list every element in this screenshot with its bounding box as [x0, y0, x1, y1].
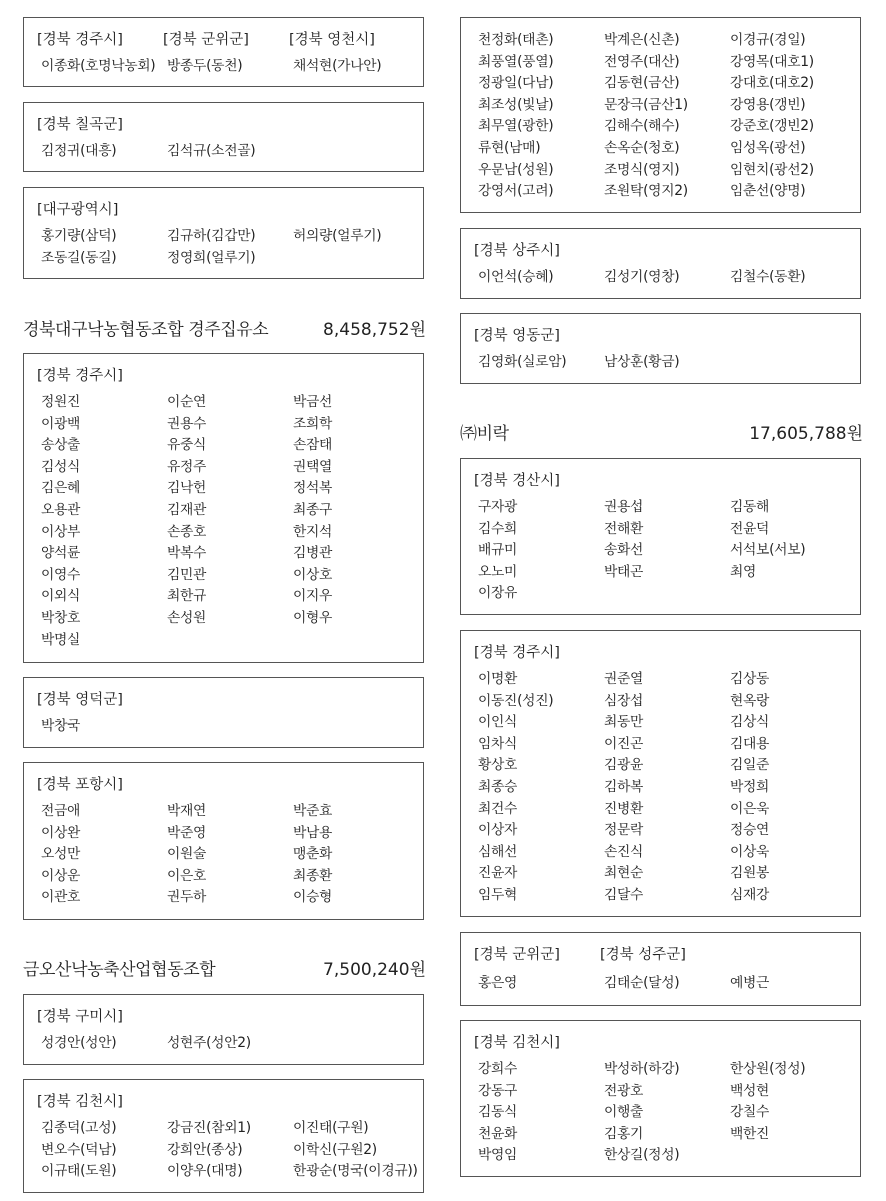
person-name: 강칠수 [730, 1104, 770, 1121]
person-name: 이은욱 [730, 800, 770, 817]
person-name: 권용섭 [604, 499, 644, 515]
person-name: 강금진(참외1) [167, 1120, 251, 1136]
region-label: [경북 칠곡군] [37, 117, 123, 133]
person-name: 최종승 [478, 778, 518, 795]
person-name: 김정귀(대흥) [41, 143, 117, 159]
person-name: 유중식 [167, 437, 207, 454]
person-name: 이장유 [478, 585, 518, 602]
name-list [478, 973, 854, 995]
person-name: 박영임 [478, 1147, 518, 1164]
person-name: 한상원(정성) [730, 1061, 806, 1077]
person-name: 손성원 [167, 609, 207, 626]
person-name: 임차식 [478, 735, 518, 752]
person-name: 황상호 [478, 757, 518, 774]
name-list [478, 352, 854, 374]
person-name: 현옥랑 [730, 692, 770, 709]
region-box-sangju [460, 228, 861, 299]
person-name: 박준영 [167, 824, 207, 841]
region-labels [474, 241, 560, 261]
region-labels [37, 1007, 123, 1027]
name-list [41, 1033, 417, 1055]
region-box-daegu [23, 187, 424, 279]
person-name: 이행출 [604, 1104, 644, 1121]
region-label: [경북 구미시] [37, 1009, 123, 1025]
person-name: 전윤덕 [730, 520, 770, 537]
section-header-geumosan-dairy [23, 958, 426, 982]
person-name: 박준효 [293, 803, 333, 819]
region-labels [474, 643, 560, 663]
person-name: 이종화(호명낙농회) [41, 58, 156, 74]
person-name: 최현순 [604, 865, 644, 882]
person-name: 백성현 [730, 1082, 770, 1099]
person-name: 이상부 [41, 523, 81, 540]
person-name: 강영용(갱빈) [730, 96, 806, 113]
person-name: 문장극(금산1) [604, 96, 688, 113]
person-name: 진병환 [604, 800, 644, 817]
person-name: 권용수 [167, 415, 207, 432]
person-name: 손옥순(청호) [604, 139, 680, 156]
person-name: 박복수 [167, 545, 207, 562]
person-name: 방종두(동천) [167, 58, 243, 74]
person-name: 김일준 [730, 757, 770, 774]
person-name: 심장섭 [604, 692, 644, 709]
region-labels [37, 775, 123, 795]
person-name: 진윤자 [478, 865, 518, 882]
person-name: 김동해 [730, 499, 770, 515]
person-name: 김규하(김갑만) [167, 228, 256, 244]
person-name: 유정주 [167, 458, 207, 475]
region-labels [474, 945, 686, 965]
section-amount: 17,605,788원 [749, 424, 863, 444]
person-name: 예병근 [730, 975, 770, 991]
person-name: 천윤화 [478, 1125, 518, 1142]
region-label: [경북 군위군] [163, 32, 249, 48]
person-name: 강준호(갱빈2) [730, 118, 814, 135]
region-box-pohang [23, 762, 424, 920]
person-name: 김광윤 [604, 757, 644, 774]
person-name: 박남용 [293, 824, 333, 841]
person-name: 이지우 [293, 588, 333, 605]
person-name: 최영 [730, 563, 757, 580]
person-name: 홍기량(삼덕) [41, 228, 117, 244]
person-name: 이형우 [293, 609, 333, 626]
region-labels [37, 115, 123, 135]
person-name: 백한진 [730, 1125, 770, 1142]
region-label: [경북 경산시] [474, 473, 560, 489]
person-name: 김대용 [730, 735, 770, 752]
person-name: 이상자 [478, 822, 518, 839]
region-box-gimcheon [23, 1079, 424, 1193]
region-label: [경북 김천시] [37, 1094, 123, 1110]
person-name: 김석규(소전골) [167, 143, 256, 159]
person-name: 김영화(실로암) [478, 354, 567, 370]
person-name: 한광순(명국(이경규)) [293, 1163, 418, 1180]
person-name: 이동진(성진) [478, 692, 554, 709]
region-box-gyeongsan [460, 458, 861, 615]
person-name: 김홍기 [604, 1125, 644, 1142]
section-title: 금오산낙농축산업협동조합 [23, 960, 216, 980]
person-name: 이상호 [293, 566, 333, 583]
person-name: 양석륜 [41, 545, 81, 562]
person-name: 이순연 [167, 394, 207, 410]
person-name: 권준열 [604, 671, 644, 687]
person-name: 이진태(구원) [293, 1120, 369, 1136]
region-box-gyeongju [460, 630, 861, 917]
person-name: 이학신(구원2) [293, 1141, 377, 1158]
person-name: 정석복 [293, 480, 333, 497]
name-list [41, 226, 417, 269]
name-list [478, 669, 854, 907]
person-name: 정승연 [730, 822, 770, 839]
person-name: 오노미 [478, 563, 518, 580]
region-labels [474, 1033, 560, 1053]
person-name: 김은혜 [41, 480, 81, 497]
person-name: 임두혁 [478, 886, 518, 903]
person-name: 이경규(경일) [730, 32, 806, 48]
person-name: 박금선 [293, 394, 333, 410]
person-name: 이언석(승혜) [478, 269, 554, 285]
person-name: 서석보(서보) [730, 542, 806, 559]
person-name: 강동구 [478, 1082, 518, 1099]
person-name: 조동길(동길) [41, 249, 117, 266]
person-name: 최동만 [604, 714, 644, 731]
person-name: 이규태(도원) [41, 1163, 117, 1180]
person-name: 오용관 [41, 501, 81, 518]
person-name: 구자광 [478, 499, 518, 515]
name-list [41, 716, 417, 738]
region-label: [경북 경주시] [37, 368, 123, 384]
person-name: 이명환 [478, 671, 518, 687]
person-name: 박창국 [41, 718, 81, 734]
person-name: 김재관 [167, 501, 207, 518]
region-label: [대구광역시] [37, 202, 119, 218]
region-label: [경북 영천시] [289, 32, 375, 48]
person-name: 김민관 [167, 566, 207, 583]
person-name: 성현주(성안2) [167, 1035, 251, 1051]
person-name: 박재연 [167, 803, 207, 819]
person-name: 전금애 [41, 803, 81, 819]
person-name: 이승형 [293, 889, 333, 906]
person-name: 이외식 [41, 588, 81, 605]
region-box-gumi [23, 994, 424, 1065]
person-name: 천정화(태촌) [478, 32, 554, 48]
person-name: 이관호 [41, 889, 81, 906]
region-labels [37, 200, 118, 220]
person-name: 김철수(동환) [730, 269, 806, 285]
person-name: 김병관 [293, 545, 333, 562]
person-name: 김동현(금산) [604, 75, 680, 92]
person-name: 이광백 [41, 415, 81, 432]
person-name: 김하복 [604, 778, 644, 795]
person-name: 김낙헌 [167, 480, 207, 497]
person-name: 홍은영 [478, 975, 518, 991]
section-title: 경북대구낙농협동조합 경주집유소 [23, 320, 269, 340]
person-name: 임성옥(광선) [730, 139, 806, 156]
person-name: 이원술 [167, 846, 207, 863]
person-name: 김상식 [730, 714, 770, 731]
region-labels [474, 326, 560, 346]
person-name: 정영희(얼루기) [167, 249, 256, 266]
region-box-gyeongju [23, 353, 424, 663]
region-label: [경북 성주군] [600, 947, 686, 963]
person-name: 김수희 [478, 520, 518, 537]
person-name: 한지석 [293, 523, 333, 540]
person-name: 임현치(광선2) [730, 161, 814, 178]
name-list [478, 497, 854, 605]
person-name: 김달수 [604, 886, 644, 903]
person-name: 정문락 [604, 822, 644, 839]
person-name: 채석현(가나안) [293, 58, 382, 74]
section-header-gyeongbuk-daegu-dairy [23, 318, 426, 342]
person-name: 최건수 [478, 800, 518, 817]
person-name: 송화선 [604, 542, 644, 559]
person-name: 허의량(얼루기) [293, 228, 382, 244]
person-name: 조명식(영지) [604, 161, 680, 178]
person-name: 김성식 [41, 458, 81, 475]
person-name: 강희안(종상) [167, 1141, 243, 1158]
region-labels [37, 366, 123, 386]
person-name: 심재강 [730, 886, 770, 903]
person-name: 이상운 [41, 867, 81, 884]
person-name: 맹춘화 [293, 846, 333, 863]
person-name: 한상길(정성) [604, 1147, 680, 1164]
person-name: 전해환 [604, 520, 644, 537]
region-label: [경북 경주시] [474, 645, 560, 661]
person-name: 김원봉 [730, 865, 770, 882]
region-box-yeongdong [460, 313, 861, 384]
person-name: 강영목(대호1) [730, 53, 814, 70]
person-name: 우문남(성원) [478, 161, 554, 178]
person-name: 최종환 [293, 867, 333, 884]
person-name: 김해수(해수) [604, 118, 680, 135]
person-name: 심해선 [478, 843, 518, 860]
region-box-gunwi-seongju [460, 932, 861, 1006]
region-label: [경북 김천시] [474, 1035, 560, 1051]
person-name: 변오수(덕남) [41, 1141, 117, 1158]
person-name: 배규미 [478, 542, 518, 559]
name-list [41, 1118, 417, 1183]
person-name: 정광일(다남) [478, 75, 554, 92]
person-name: 이영수 [41, 566, 81, 583]
person-name: 권택열 [293, 458, 333, 475]
person-name: 이진곤 [604, 735, 644, 752]
person-name: 최풍열(풍열) [478, 53, 554, 70]
person-name: 정원진 [41, 394, 81, 410]
person-name: 김종덕(고성) [41, 1120, 117, 1136]
region-label: [경북 영동군] [474, 328, 560, 344]
person-name: 손잠태 [293, 437, 333, 454]
region-labels [37, 30, 375, 50]
name-list [41, 141, 417, 163]
name-box-continued [460, 17, 861, 213]
person-name: 이은호 [167, 867, 207, 884]
person-name: 성경안(성안) [41, 1035, 117, 1051]
person-name: 강영서(고려) [478, 183, 554, 200]
person-name: 박태곤 [604, 563, 644, 580]
person-name: 박창호 [41, 609, 81, 626]
section-amount: 8,458,752원 [323, 320, 426, 340]
person-name: 이상완 [41, 824, 81, 841]
name-list [478, 1059, 854, 1167]
person-name: 박정희 [730, 778, 770, 795]
person-name: 남상훈(황금) [604, 354, 680, 370]
person-name: 강희수 [478, 1061, 518, 1077]
person-name: 이인식 [478, 714, 518, 731]
region-box-yeongdeok [23, 677, 424, 748]
person-name: 김상동 [730, 671, 770, 687]
region-box-gimcheon [460, 1020, 861, 1177]
person-name: 이상욱 [730, 843, 770, 860]
person-name: 이양우(대명) [167, 1163, 243, 1180]
region-labels [474, 471, 560, 491]
person-name: 임춘선(양명) [730, 183, 806, 200]
region-label: [경북 경주시] [37, 32, 123, 48]
person-name: 김태순(달성) [604, 975, 680, 991]
region-label: [경북 상주시] [474, 243, 560, 259]
person-name: 김동식 [478, 1104, 518, 1121]
region-box-chilgok [23, 102, 424, 172]
name-list [41, 56, 417, 78]
region-label: [경북 포항시] [37, 777, 123, 793]
name-list [478, 267, 854, 289]
person-name: 송상출 [41, 437, 81, 454]
region-labels [37, 1092, 123, 1112]
section-header-birak [460, 422, 863, 446]
person-name: 권두하 [167, 889, 207, 906]
person-name: 조희학 [293, 415, 333, 432]
name-list [41, 801, 417, 909]
person-name: 김성기(영창) [604, 269, 680, 285]
person-name: 조원탁(영지2) [604, 183, 688, 200]
person-name: 최조성(빛날) [478, 96, 554, 113]
region-label: [경북 군위군] [474, 947, 560, 963]
person-name: 오성만 [41, 846, 81, 863]
name-list [41, 392, 417, 651]
region-box-gyeongju-gunwi-yeongcheon [23, 17, 424, 87]
section-title: ㈜비락 [460, 424, 509, 444]
person-name: 전광호 [604, 1082, 644, 1099]
person-name: 강대호(대호2) [730, 75, 814, 92]
person-name: 손진식 [604, 843, 644, 860]
person-name: 최한규 [167, 588, 207, 605]
person-name: 최무열(광한) [478, 118, 554, 135]
person-name: 류현(남매) [478, 139, 541, 156]
person-name: 전영주(대산) [604, 53, 680, 70]
person-name: 박명실 [41, 631, 81, 648]
name-list [478, 30, 854, 203]
person-name: 손종호 [167, 523, 207, 540]
person-name: 박성하(하강) [604, 1061, 680, 1077]
person-name: 박계은(신촌) [604, 32, 680, 48]
region-label: [경북 영덕군] [37, 692, 123, 708]
section-amount: 7,500,240원 [323, 960, 426, 980]
person-name: 최종구 [293, 501, 333, 518]
region-labels [37, 690, 123, 710]
